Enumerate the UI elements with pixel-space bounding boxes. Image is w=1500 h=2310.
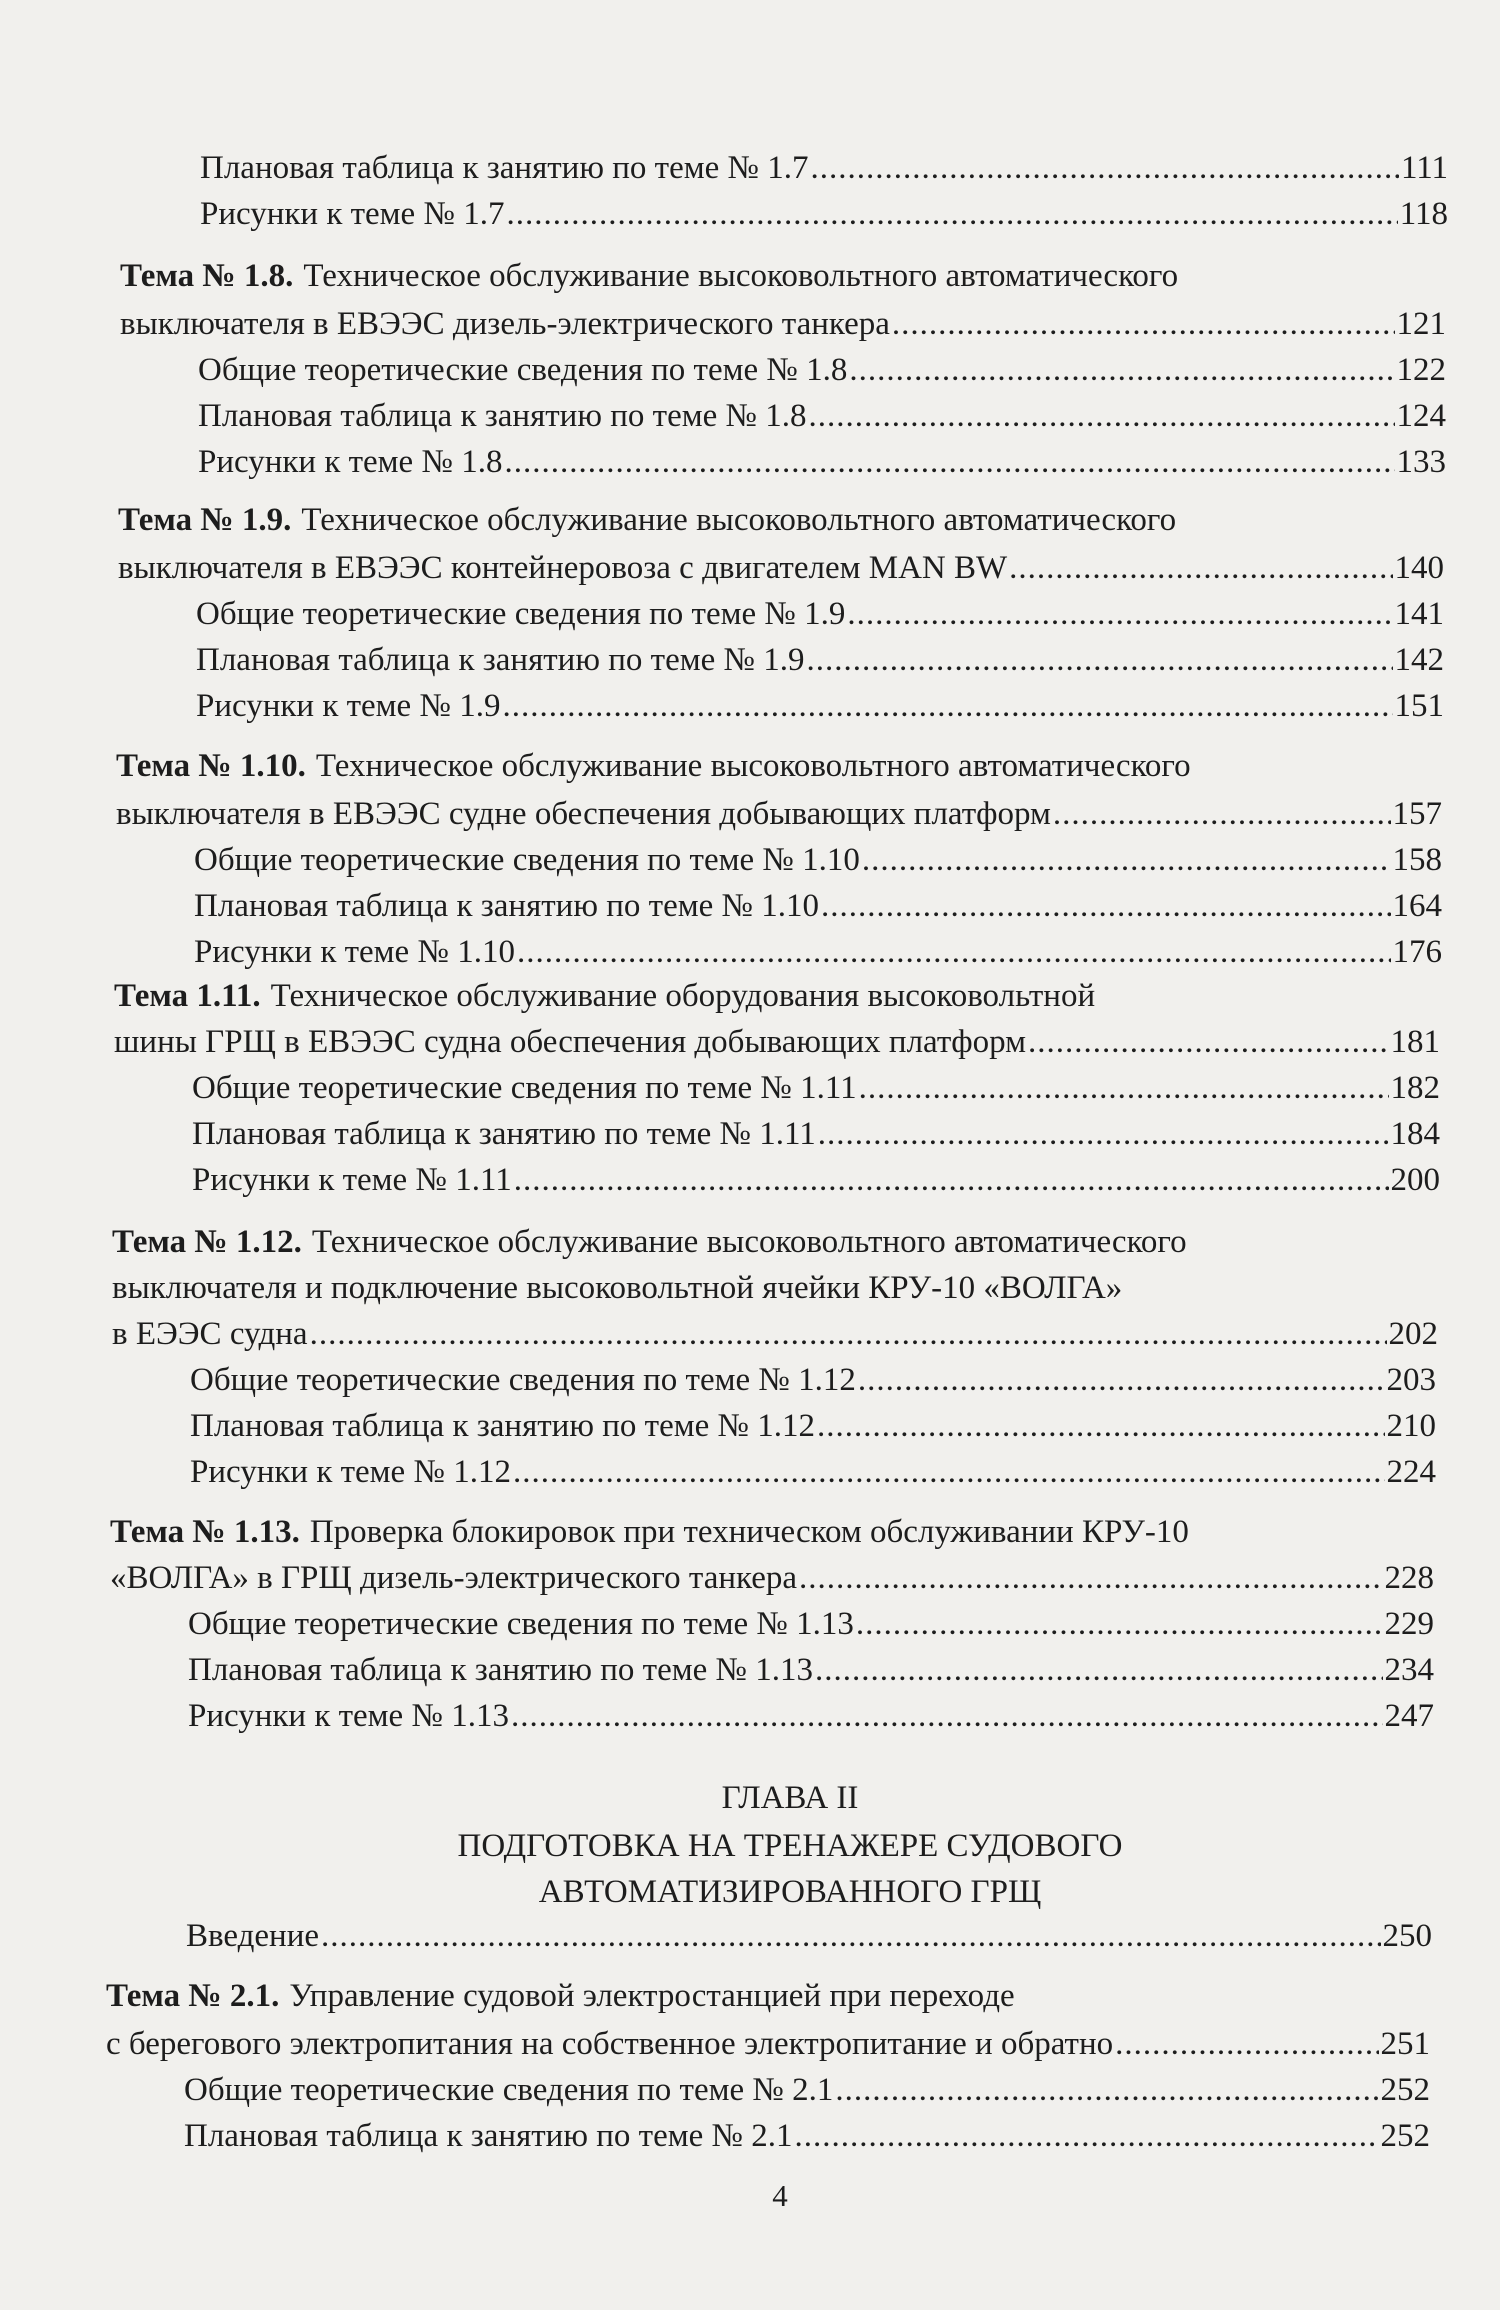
topic-heading-cont[interactable] [106, 2024, 1430, 2064]
topic-heading[interactable] [114, 976, 1444, 1016]
dot-leader [799, 1558, 1382, 1598]
toc-entry[interactable] [194, 886, 1442, 926]
topic-title: Проверка блокировок при техническом обслуживании КРУ-10 [309, 1514, 1189, 1550]
page-ref: 203 [1386, 1362, 1436, 1398]
dot-leader [1115, 2024, 1378, 2064]
entry-text: Рисунки к теме № 1.12 [190, 1454, 511, 1490]
topic-heading[interactable] [118, 500, 1448, 540]
page-ref: 121 [1396, 306, 1446, 342]
dot-leader [1053, 794, 1391, 834]
page-ref: 200 [1390, 1162, 1440, 1198]
topic-label: Тема № 1.13. [110, 1514, 300, 1550]
topic-title: Управление судовой электростанцией при переходе [289, 1978, 1015, 2014]
topic-title: Техническое обслуживание оборудования высоковольтной [270, 978, 1096, 1014]
chapter-title: АВТОМАТИЗИРОВАННОГО ГРЩ [538, 1874, 1042, 1910]
topic-label: Тема № 1.8. [120, 258, 294, 294]
page-ref: 224 [1386, 1454, 1436, 1490]
dot-leader [310, 1314, 1387, 1354]
topic-title: выключателя в ЕВЭЭС судне обеспечения добывающих платформ [116, 796, 1051, 832]
dot-leader [856, 1604, 1383, 1644]
toc-entry[interactable] [196, 594, 1444, 634]
topic-title: Техническое обслуживание высоковольтного автоматического [315, 748, 1191, 784]
dot-leader [818, 1114, 1389, 1154]
page-ref: 229 [1384, 1606, 1434, 1642]
entry-text: Рисунки к теме № 1.10 [194, 934, 515, 970]
entry-text: Общие теоретические сведения по теме № 1.9 [196, 596, 846, 632]
topic-title: «ВОЛГА» в ГРЩ дизель-электрического танкера [110, 1560, 798, 1596]
toc-entry[interactable] [190, 1360, 1436, 1400]
toc-entry[interactable] [196, 686, 1444, 726]
topic-title: в ЕЭЭС судна [112, 1316, 308, 1352]
toc-entry-introduction[interactable] [186, 1916, 1432, 1956]
topic-heading-cont[interactable] [120, 304, 1446, 344]
topic-title: с берегового электропитания на собственное электропитание и обратно [106, 2026, 1114, 2062]
entry-text: Общие теоретические сведения по теме № 2.1 [184, 2072, 834, 2108]
topic-heading-cont[interactable] [118, 548, 1444, 588]
toc-entry[interactable] [200, 194, 1448, 234]
toc-entry[interactable] [198, 442, 1446, 482]
dot-leader [859, 1068, 1389, 1108]
dot-leader [811, 148, 1399, 188]
page-ref: 176 [1392, 934, 1442, 970]
toc-entry[interactable] [196, 640, 1444, 680]
dot-leader [504, 442, 1394, 482]
entry-text: Рисунки к теме № 1.7 [200, 196, 505, 232]
chapter-title: ПОДГОТОВКА НА ТРЕНАЖЕРЕ СУДОВОГО [457, 1828, 1123, 1864]
topic-title: Техническое обслуживание высоковольтного автоматического [303, 258, 1179, 294]
toc-entry[interactable] [192, 1114, 1440, 1154]
page-ref: 133 [1396, 444, 1446, 480]
page-ref: 118 [1399, 196, 1448, 232]
page-ref: 151 [1394, 688, 1444, 724]
topic-title: выключателя в ЕВЭЭС дизель-электрического танкера [120, 306, 890, 342]
toc-entry[interactable] [194, 932, 1442, 972]
entry-text: Общие теоретические сведения по теме № 1.12 [190, 1362, 856, 1398]
toc-entry[interactable] [192, 1160, 1440, 1200]
topic-label: Тема 1.11. [114, 978, 261, 1014]
dot-leader [858, 1360, 1385, 1400]
entry-text: Плановая таблица к занятию по теме № 1.8 [198, 398, 807, 434]
page-ref: 228 [1384, 1560, 1434, 1596]
entry-text: Рисунки к теме № 1.8 [198, 444, 503, 480]
dot-leader [506, 194, 1397, 234]
dot-leader [892, 304, 1395, 344]
page-ref: 157 [1392, 796, 1442, 832]
page-ref: 250 [1382, 1918, 1432, 1954]
entry-text: Общие теоретические сведения по теме № 1.8 [198, 352, 848, 388]
entry-text: Рисунки к теме № 1.11 [192, 1162, 512, 1198]
dot-leader [807, 640, 1393, 680]
page-ref: 142 [1394, 642, 1444, 678]
entry-text: Общие теоретические сведения по теме № 1.13 [188, 1606, 854, 1642]
page-number: 4 [772, 2178, 788, 2213]
topic-label: Тема № 1.9. [118, 502, 292, 538]
entry-text: Плановая таблица к занятию по теме № 1.12 [190, 1408, 815, 1444]
entry-text: Общие теоретические сведения по теме № 1.11 [192, 1070, 857, 1106]
page-ref: 251 [1380, 2026, 1430, 2062]
toc-entry[interactable] [192, 1068, 1440, 1108]
toc-entry[interactable] [198, 396, 1446, 436]
dot-leader [821, 886, 1391, 926]
toc-entry[interactable] [184, 2070, 1430, 2110]
dot-leader [817, 1406, 1385, 1446]
toc-entry[interactable] [184, 2116, 1430, 2156]
toc-entry[interactable] [190, 1406, 1436, 1446]
dot-leader [517, 932, 1391, 972]
toc-entry[interactable] [198, 350, 1446, 390]
page-ref: 111 [1400, 150, 1448, 186]
page-ref: 182 [1390, 1070, 1440, 1106]
dot-leader [809, 396, 1395, 436]
topic-label: Тема № 1.10. [116, 748, 306, 784]
page-ref: 158 [1392, 842, 1442, 878]
toc-entry[interactable] [188, 1604, 1434, 1644]
page-ref: 164 [1392, 888, 1442, 924]
entry-text: Рисунки к теме № 1.9 [196, 688, 501, 724]
entry-text: Плановая таблица к занятию по теме № 1.11 [192, 1116, 816, 1152]
page-ref: 141 [1394, 596, 1444, 632]
topic-label: Тема № 2.1. [106, 1978, 280, 2014]
dot-leader [1028, 1022, 1388, 1062]
topic-label: Тема № 1.12. [112, 1224, 302, 1260]
page-ref: 252 [1380, 2072, 1430, 2108]
entry-text: Плановая таблица к занятию по теме № 1.10 [194, 888, 819, 924]
page-ref: 210 [1386, 1408, 1436, 1444]
entry-text: Плановая таблица к занятию по теме № 1.13 [188, 1652, 813, 1688]
page-ref: 122 [1396, 352, 1446, 388]
dot-leader [1009, 548, 1392, 588]
entry-text: Плановая таблица к занятию по теме № 1.9 [196, 642, 805, 678]
topic-title: Техническое обслуживание высоковольтного автоматического [311, 1224, 1187, 1260]
dot-leader [511, 1696, 1383, 1736]
entry-text: Плановая таблица к занятию по теме № 2.1 [184, 2118, 793, 2154]
topic-heading-cont[interactable] [116, 794, 1442, 834]
page-ref: 247 [1384, 1698, 1434, 1734]
dot-leader [795, 2116, 1379, 2156]
topic-heading-cont[interactable] [110, 1558, 1434, 1598]
page-ref: 140 [1394, 550, 1444, 586]
entry-text: Рисунки к теме № 1.13 [188, 1698, 509, 1734]
topic-title: шины ГРЩ в ЕВЭЭС судна обеспечения добывающих платформ [114, 1024, 1027, 1060]
page-ref: 234 [1384, 1652, 1434, 1688]
toc-entry[interactable] [188, 1650, 1434, 1690]
toc-entry[interactable] [194, 840, 1442, 880]
topic-heading-cont[interactable] [112, 1314, 1438, 1354]
topic-heading[interactable] [110, 1512, 1440, 1552]
dot-leader [321, 1916, 1380, 1956]
page-ref: 184 [1390, 1116, 1440, 1152]
topic-heading[interactable] [116, 746, 1446, 786]
dot-leader [847, 594, 1392, 634]
entry-text: Общие теоретические сведения по теме № 1.10 [194, 842, 860, 878]
topic-heading[interactable] [112, 1222, 1442, 1262]
dot-leader [849, 350, 1394, 390]
topic-heading[interactable] [106, 1976, 1436, 2016]
page-ref: 202 [1388, 1316, 1438, 1352]
topic-heading-cont[interactable] [114, 1022, 1440, 1062]
entry-text: Введение [186, 1918, 320, 1954]
dot-leader [815, 1650, 1383, 1690]
topic-title: выключателя в ЕВЭЭС контейнеровоза с двигателем MAN BW [118, 550, 1008, 586]
dot-leader [513, 1452, 1385, 1492]
page-ref: 124 [1396, 398, 1446, 434]
topic-heading-cont[interactable] [112, 1268, 1442, 1308]
toc-entry[interactable] [188, 1696, 1434, 1736]
topic-title: выключателя и подключение высоковольтной ячейки КРУ-10 «ВОЛГА» [112, 1270, 1123, 1306]
entry-text: Плановая таблица к занятию по теме № 1.7 [200, 150, 809, 186]
dot-leader [835, 2070, 1378, 2110]
dot-leader [862, 840, 1391, 880]
topic-title: Техническое обслуживание высоковольтного автоматического [301, 502, 1177, 538]
toc-entry[interactable] [200, 148, 1448, 188]
page-ref: 181 [1390, 1024, 1440, 1060]
toc-entry[interactable] [190, 1452, 1436, 1492]
dot-leader [514, 1160, 1389, 1200]
dot-leader [502, 686, 1392, 726]
chapter-heading[interactable]: ГЛАВА II [721, 1780, 859, 1816]
topic-heading[interactable] [120, 256, 1450, 296]
page-ref: 252 [1380, 2118, 1430, 2154]
